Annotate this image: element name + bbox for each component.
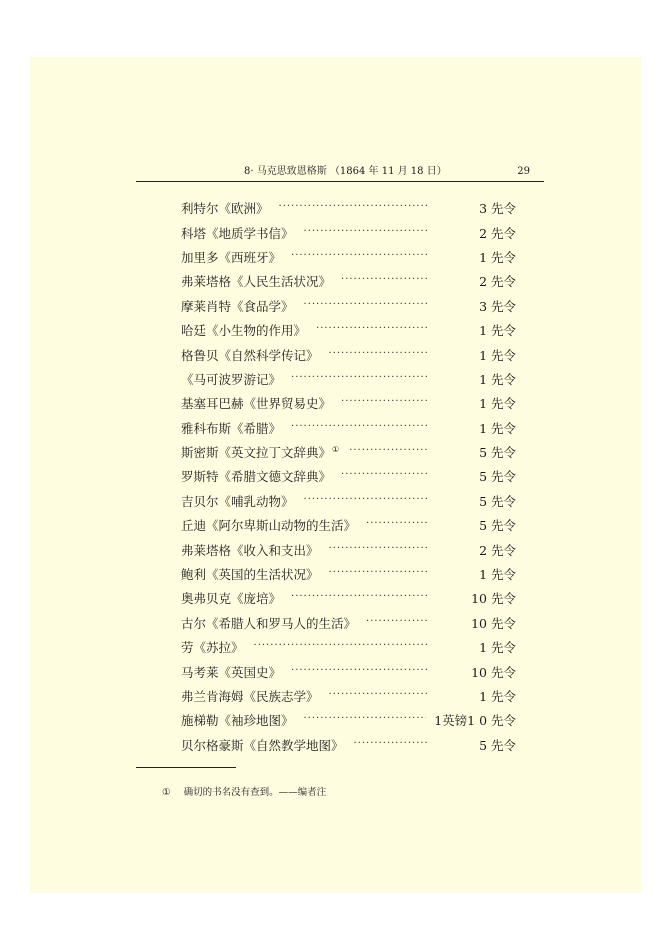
book-title: [181, 199, 269, 217]
book-price: 10 先令: [471, 664, 516, 680]
book-title: [181, 394, 331, 412]
book-title-text: 弗莱塔格《人民生活状况》: [181, 274, 332, 290]
book-price: 2 先令: [479, 542, 516, 558]
book-title-text: 格鲁贝《自然科学传记》: [181, 347, 319, 363]
dot-leader: [329, 348, 428, 362]
list-item: [181, 489, 516, 513]
dot-leader: [341, 469, 428, 483]
book-price: 1英镑1 0 先令: [434, 713, 516, 729]
book-price: 1 先令: [479, 640, 516, 656]
book-title: [181, 516, 356, 534]
book-title-text: 利特尔《欧洲》: [181, 201, 269, 217]
book-price: 2 先令: [479, 225, 516, 241]
book-title: [181, 321, 306, 339]
book-price: 1 先令: [479, 323, 516, 339]
book-title: [181, 467, 331, 485]
dot-leader: [329, 689, 428, 703]
book-price: 5 先令: [479, 518, 516, 534]
book-title: [181, 272, 331, 290]
list-item: [181, 245, 516, 269]
book-title: [181, 565, 319, 583]
book-price: 3 先令: [479, 201, 516, 217]
list-item: [181, 537, 516, 561]
dot-leader: [354, 738, 428, 752]
book-list: [181, 196, 516, 757]
dot-leader: [349, 445, 428, 459]
book-price: 1 先令: [479, 347, 516, 363]
list-item: [181, 513, 516, 537]
list-item: [181, 269, 516, 293]
dot-leader: [279, 201, 428, 215]
book-price: 10 先令: [471, 591, 516, 607]
book-title-text: 马考莱《英国史》: [181, 664, 282, 680]
book-title-text: 科塔《地质学书信》: [181, 225, 294, 241]
list-item: [181, 733, 516, 757]
dot-leader: [366, 616, 428, 630]
book-title-text: 罗斯特《希腊文德文辞典》: [181, 469, 332, 485]
book-title-text: 斯密斯《英文拉丁文辞典》: [181, 445, 332, 461]
dot-leader: [291, 421, 428, 435]
book-title: [181, 711, 294, 729]
dot-leader: [304, 713, 426, 727]
list-item: [181, 611, 516, 635]
book-title-text: 贝尔格豪斯《自然教学地图》: [181, 737, 344, 753]
book-price: 1 先令: [479, 567, 516, 583]
list-item: [181, 708, 516, 732]
book-title: [181, 346, 319, 364]
dot-leader: [329, 567, 428, 581]
book-price: 5 先令: [479, 469, 516, 485]
book-price: 1 先令: [479, 689, 516, 704]
book-price: 5 先令: [479, 737, 516, 753]
book-title: [181, 443, 339, 461]
book-price: 10 先令: [471, 615, 516, 631]
book-price: 1 先令: [479, 396, 516, 412]
list-item: [181, 440, 516, 464]
book-title: [181, 736, 344, 754]
book-price: 3 先令: [479, 298, 516, 314]
book-title: [181, 687, 319, 705]
book-title: [181, 297, 294, 315]
book-title-text: 哈廷《小生物的作用》: [181, 323, 307, 339]
book-title: [181, 589, 281, 607]
book-title-text: 加里多《西班牙》: [181, 249, 282, 265]
book-title: [181, 248, 281, 266]
footnote-text: 确切的书名没有查到。——编者注: [183, 787, 327, 798]
list-item: [181, 294, 516, 318]
list-item: [181, 659, 516, 683]
list-item: [181, 220, 516, 244]
book-price: 5 先令: [479, 445, 516, 461]
book-price: 1 先令: [479, 371, 516, 387]
footnote-reference: ①: [332, 445, 340, 455]
list-item: [181, 562, 516, 586]
book-title-text: 劳《苏拉》: [181, 640, 244, 656]
book-title: [181, 224, 294, 242]
list-item: [181, 391, 516, 415]
footnote-rule: [136, 767, 236, 768]
book-title: [181, 638, 244, 656]
footnote-mark: ①: [162, 787, 171, 798]
book-title: [181, 492, 294, 510]
book-title-text: 施梯勒《袖珍地图》: [181, 713, 294, 729]
book-title-text: 基塞耳巴赫《世界贸易史》: [181, 396, 332, 412]
dot-leader: [366, 518, 428, 532]
header-rule: [136, 181, 544, 182]
book-title-text: 鲍利《英国的生活状况》: [181, 567, 319, 583]
page-number: 29: [517, 166, 530, 177]
list-item: [181, 367, 516, 391]
list-item: [181, 586, 516, 610]
list-item: [181, 342, 516, 366]
book-title-text: 吉贝尔《哺乳动物》: [181, 493, 294, 509]
book-price: 1 先令: [479, 420, 516, 436]
book-title-text: 摩莱肖特《食品学》: [181, 298, 294, 314]
book-title: [181, 370, 281, 388]
running-title: 8· 马克思致恩格斯 （1864 年 11 月 18 日）: [244, 166, 447, 177]
book-price: 5 先令: [479, 493, 516, 509]
page-header: [136, 164, 544, 180]
list-item: [181, 635, 516, 659]
dot-leader: [291, 591, 428, 605]
dot-leader: [341, 274, 428, 288]
dot-leader: [291, 372, 428, 386]
book-title: [181, 614, 356, 632]
dot-leader: [291, 250, 428, 264]
book-title-text: 古尔《希腊人和罗马人的生活》: [181, 615, 357, 631]
book-title: [181, 419, 281, 437]
list-item: [181, 318, 516, 342]
book-title-text: 雅科布斯《希腊》: [181, 420, 282, 436]
book-title-text: 弗莱塔格《收入和支出》: [181, 542, 319, 558]
dot-leader: [304, 299, 428, 313]
book-title-text: 弗兰肯海姆《民族志学》: [181, 689, 319, 704]
dot-leader: [316, 323, 428, 337]
footnote: [162, 784, 326, 798]
dot-leader: [329, 543, 428, 557]
book-price: 1 先令: [479, 249, 516, 265]
dot-leader: [341, 396, 428, 410]
list-item: [181, 416, 516, 440]
dot-leader: [304, 494, 428, 508]
dot-leader: [304, 226, 428, 240]
dot-leader: [291, 665, 428, 679]
book-title-text: 《马可波罗游记》: [181, 371, 282, 387]
list-item: [181, 684, 516, 708]
dot-leader: [254, 640, 428, 654]
book-title-text: 丘迪《阿尔卑斯山动物的生活》: [181, 518, 357, 534]
list-item: [181, 196, 516, 220]
book-price: 2 先令: [479, 274, 516, 290]
book-title: [181, 663, 281, 681]
book-title: [181, 541, 319, 559]
book-title-text: 奥弗贝克《庞培》: [181, 591, 282, 607]
list-item: [181, 464, 516, 488]
